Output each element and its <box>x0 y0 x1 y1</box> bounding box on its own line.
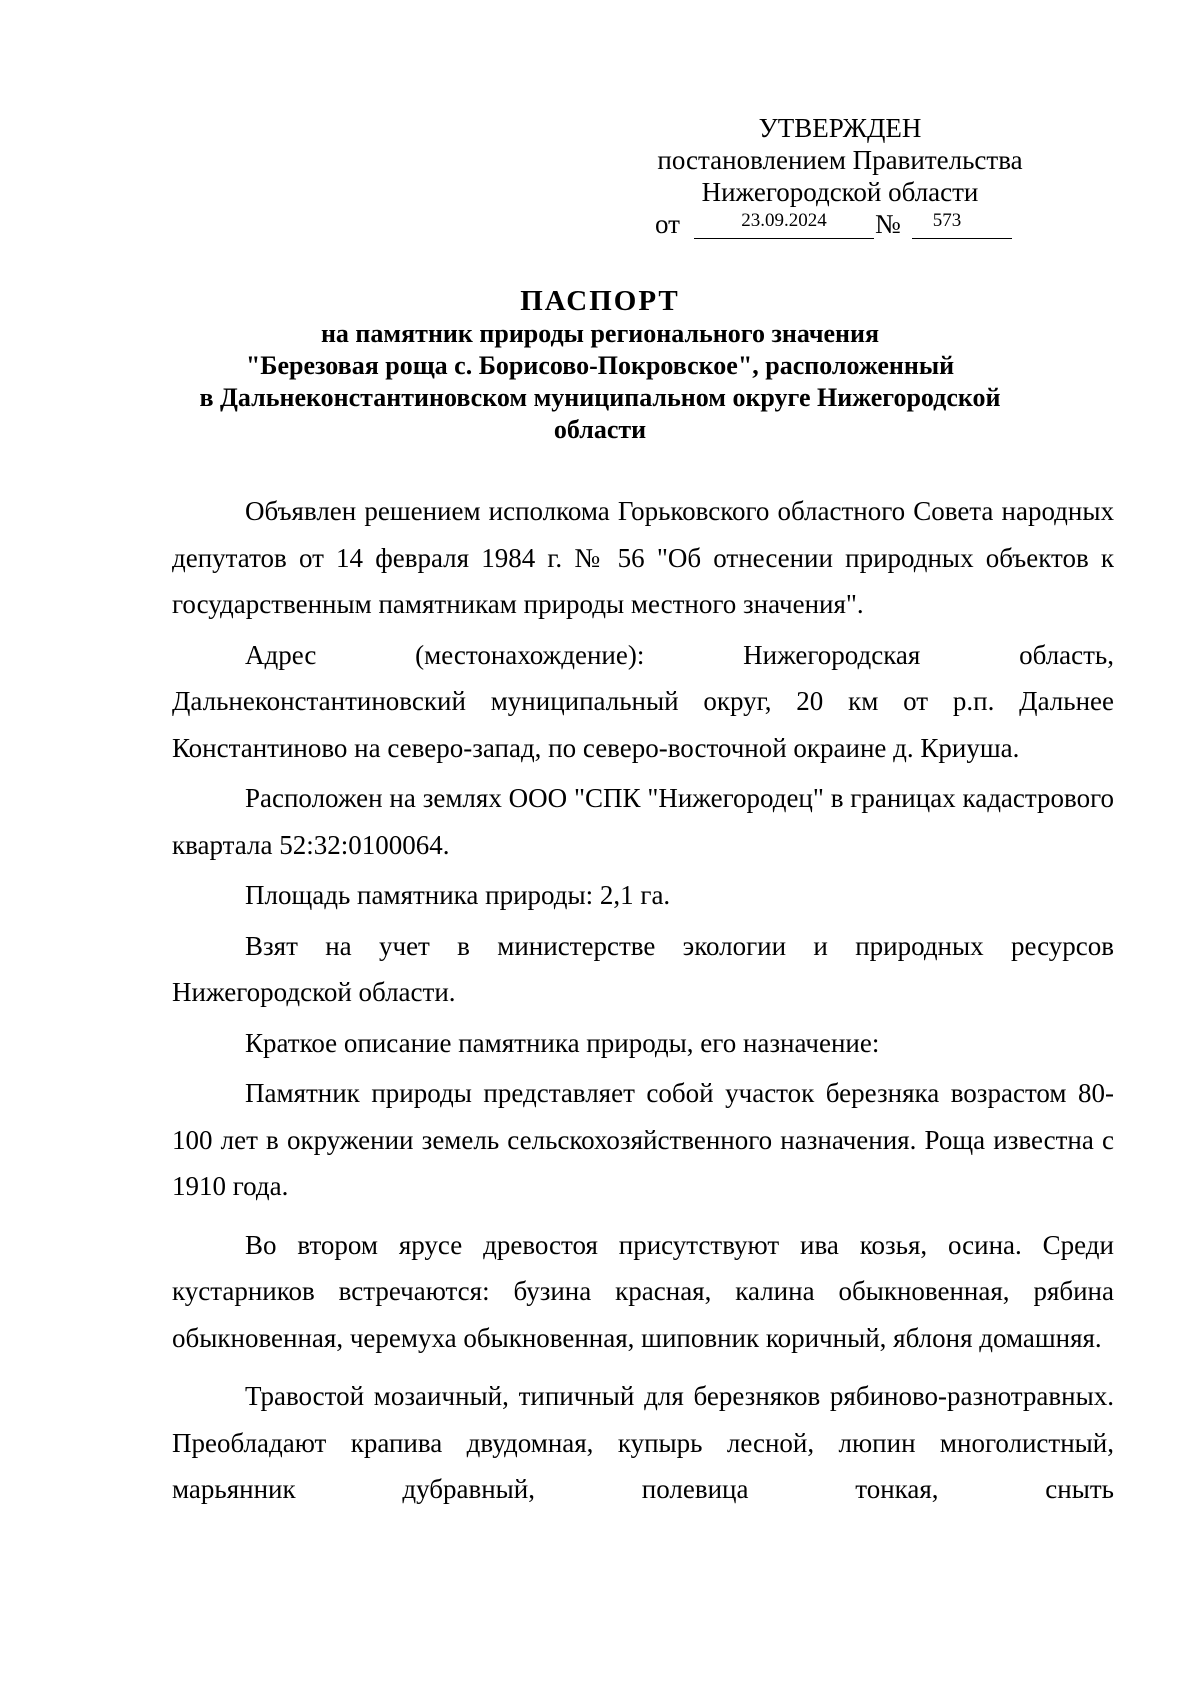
approval-date: 23.09.2024 <box>741 210 827 231</box>
subtitle-line: области <box>553 415 647 444</box>
approval-date-row <box>620 208 1060 242</box>
approval-number: 573 <box>932 210 962 231</box>
document-title: ПАСПОРТ <box>520 285 680 317</box>
paragraph-description: Памятник природы представляет собой участок березняка возрастом 80-100 лет в окружении земель сельскохозяйственного назначения. Роща известна с 1910 года. <box>172 1078 1114 1201</box>
approval-line-2: Нижегородской области <box>701 177 979 207</box>
approval-number-field <box>912 208 1012 239</box>
paragraph-shrubs: Во втором ярусе древостоя присутствуют ива козья, осина. Среди кустарников встречаются: бузина красная, калина обыкновенная, рябина обыкновенная, черемуха обыкновенная, шиповник коричный, яблоня домашняя. <box>172 1229 1114 1353</box>
document-body <box>172 488 1114 1513</box>
subtitle-line: на памятник природы регионального значения <box>320 319 880 348</box>
subtitle-line: в Дальнеконстантиновском муниципальном округе Нижегородской <box>199 383 1001 412</box>
title-block <box>150 284 1050 446</box>
paragraph-herbs: Травостой мозаичный, типичный для березняков рябиново-разнотравных. Преобладают крапива двудомная, купырь лесной, люпин многолистный, марьянник дубравный, полевица тонкая, сныть <box>172 1381 1114 1504</box>
approval-date-field <box>694 208 874 239</box>
approval-block <box>620 112 1060 242</box>
paragraph-address: Адрес (местонахождение): Нижегородская область, Дальнеконстантиновский муниципальный округ, 20 км от р.п. Дальнее Константиново на северо-запад, по северо-восточной окраине д. Криуша. <box>172 639 1114 763</box>
paragraph-area: Площадь памятника природы: 2,1 га. <box>245 880 671 910</box>
approval-line-1: постановлением Правительства <box>657 145 1023 175</box>
from-label: от <box>655 209 680 239</box>
paragraph-description-heading: Краткое описание памятника природы, его назначение: <box>245 1027 880 1058</box>
paragraph-location: Расположен на землях ООО "СПК "Нижегородец" в границах кадастрового квартала 52:32:0100064. <box>172 783 1114 860</box>
paragraph-declaration: Объявлен решением исполкома Горьковского областного Совета народных депутатов от 14 февраля 1984 г. № 56 "Об отнесении природных объектов к государственным памятникам природы местного значения". <box>172 496 1114 619</box>
number-label: № <box>875 209 901 239</box>
paragraph-registration: Взят на учет в министерстве экологии и природных ресурсов Нижегородской области. <box>172 930 1114 1007</box>
approval-heading: УТВЕРЖДЕН <box>758 113 922 143</box>
subtitle-line: "Березовая роща с. Борисово-Покровское", расположенный <box>245 351 955 380</box>
